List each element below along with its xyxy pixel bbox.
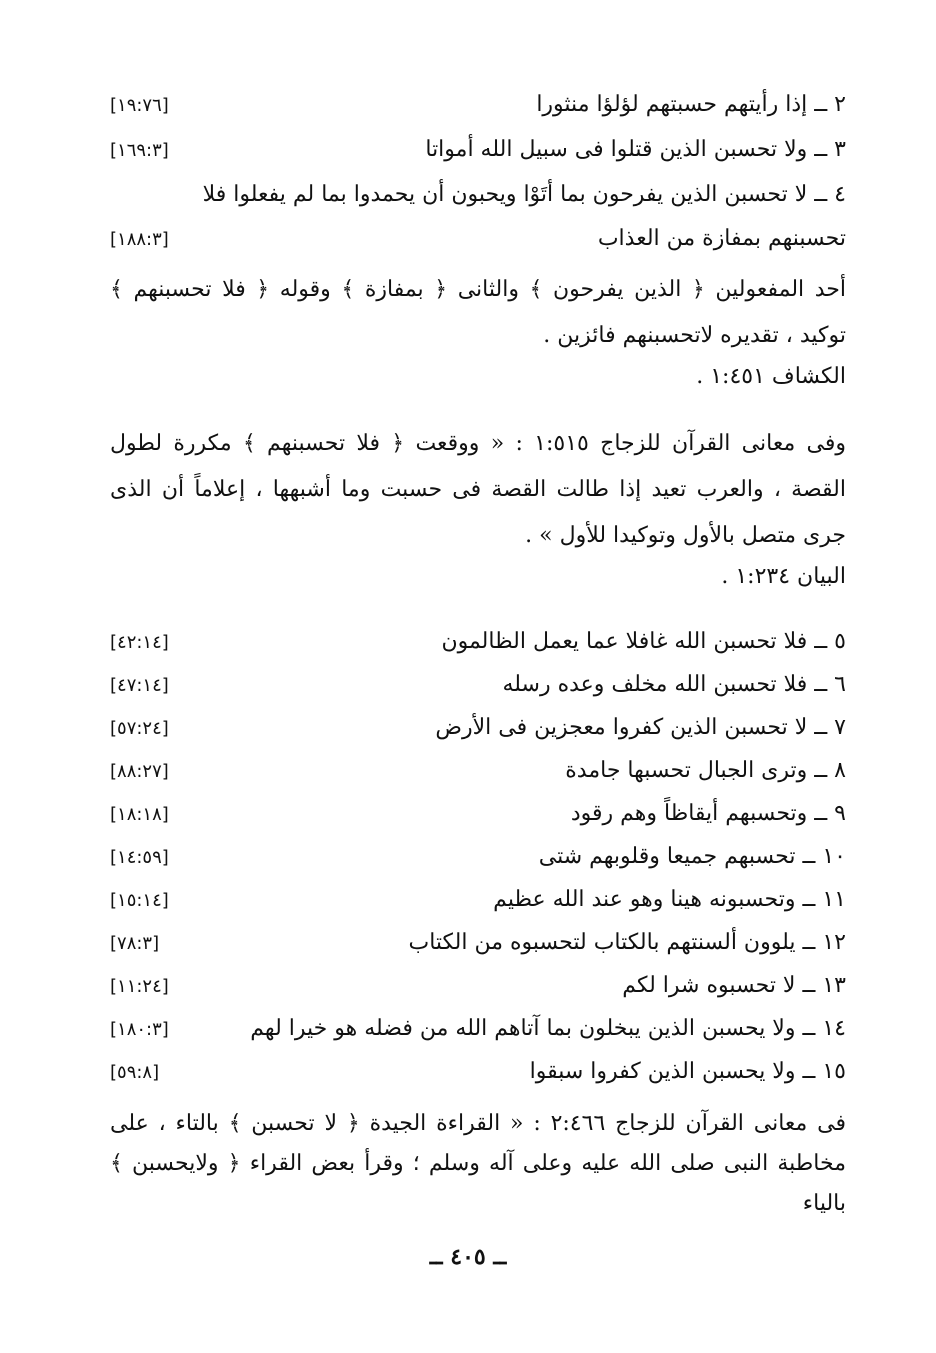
verse-text: ١١ ــ وتحسبونه هينا وهو عند الله عظيم (493, 887, 846, 912)
verse-list-top (110, 88, 846, 257)
verse-reference: [١٤:٥٩] (110, 847, 169, 868)
verse-reference: [١٨:١٨] (110, 804, 169, 825)
commentary-note: أحد المفعولين ﴿ الذين يفرحون ﴾ والثانى ﴿ بمفازة ﴾ وقوله ﴿ فلا تحسبنهم ﴾ توكيد ، تقديره لاتحسبنهم فائزين . (110, 277, 846, 348)
verse-text: ٨ ــ وترى الجبال تحسبها جامدة (565, 758, 846, 783)
verse-text: تحسبنهم بمفازة من العذاب (597, 226, 846, 251)
page-number: ــ ٤٠٥ ــ (429, 1244, 507, 1270)
verse-reference: [١٨٨:٣] (110, 229, 169, 250)
verse-text: ٥ ــ فلا تحسبن الله غافلا عما يعمل الظالمون (441, 629, 846, 654)
verse-reference: [١٥:١٤] (110, 890, 169, 911)
verse-row (110, 621, 846, 664)
verse-reference: [٤٧:١٤] (110, 675, 169, 696)
verse-text: ٦ ــ فلا تحسبن الله مخلف وعده رسله (502, 672, 846, 697)
verse-row (110, 1008, 846, 1051)
source-citation: البيان ١:٢٣٤ . (721, 564, 846, 589)
verse-row (110, 750, 846, 793)
verse-text: ١٢ ــ يلوون ألسنتهم بالكتاب لتحسبوه من الكتاب (408, 930, 846, 955)
verse-reference: [١١:٢٤] (110, 976, 169, 997)
verse-row (110, 879, 846, 922)
verse-reference: [١٩:٧٦] (110, 95, 169, 116)
verse-reference: [١٦٩:٣] (110, 140, 169, 161)
verse-row (110, 222, 846, 257)
commentary-note: وفى معانى القرآن للزجاج ١:٥١٥ : « ووقعت ﴿ فلا تحسبنهم ﴾ مكررة لطول القصة ، والعرب تعيد إذا طالت القصة فى حسبت وما أشبهها ، إعلاماً أن الذى جرى متصل بالأول وتوكيدا للأول » . (110, 431, 846, 548)
source-citation: الكشاف ١:٤٥١ . (696, 364, 846, 389)
verse-reference: [٥٩:٨] (110, 1062, 160, 1083)
verse-row (110, 793, 846, 836)
verse-text: ١٠ ــ تحسبهم جميعا وقلوبهم شتى (538, 844, 846, 869)
commentary-note: فى معانى القرآن للزجاج ٢:٤٦٦ : « القراءة الجيدة ﴿ لا تحسبن ﴾ بالتاء ، على مخاطبة النبى صلى الله عليه وعلى آله وسلم ؛ وقرأ بعض القراء ﴿ ولايحسبن ﴾ بالياء (110, 1111, 846, 1216)
verse-text: ٤ ــ لا تحسبن الذين يفرحون بما أتَوْا ويحبون أن يحمدوا بما لم يفعلوا فلا (202, 182, 846, 207)
verse-reference: [١٨٠:٣] (110, 1019, 169, 1040)
verse-reference: [٧٨:٣] (110, 933, 160, 954)
verse-reference: [٥٧:٢٤] (110, 718, 169, 739)
page-body (110, 88, 846, 1224)
verse-row (110, 836, 846, 879)
verse-row (110, 664, 846, 707)
verse-text: ١٣ ــ لا تحسبوه شرا لكم (622, 973, 846, 998)
verse-row (110, 1051, 846, 1094)
verse-row (110, 178, 846, 212)
verse-reference: [٨٨:٢٧] (110, 761, 169, 782)
verse-list-bottom (110, 621, 846, 1094)
verse-text: ١٥ ــ ولا يحسبن الذين كفروا سبقوا (529, 1059, 846, 1084)
verse-row (110, 133, 846, 168)
verse-row (110, 707, 846, 750)
verse-text: ٢ ــ إذا رأيتهم حسبتهم لؤلؤا منثورا (536, 92, 846, 117)
verse-row (110, 922, 846, 965)
verse-row (110, 88, 846, 123)
verse-reference: [٤٢:١٤] (110, 632, 169, 653)
verse-text: ٧ ــ لا تحسبن الذين كفروا معجزين فى الأرض (435, 715, 846, 740)
verse-text: ٣ ــ ولا تحسبن الذين قتلوا فى سبيل الله أمواتا (425, 137, 846, 162)
verse-row (110, 965, 846, 1008)
verse-text: ٩ ــ وتحسبهم أيقاظاً وهم رقود (570, 801, 846, 826)
verse-text: ١٤ ــ ولا يحسبن الذين يبخلون بما آتاهم الله من فضله هو خيرا لهم (250, 1016, 846, 1041)
